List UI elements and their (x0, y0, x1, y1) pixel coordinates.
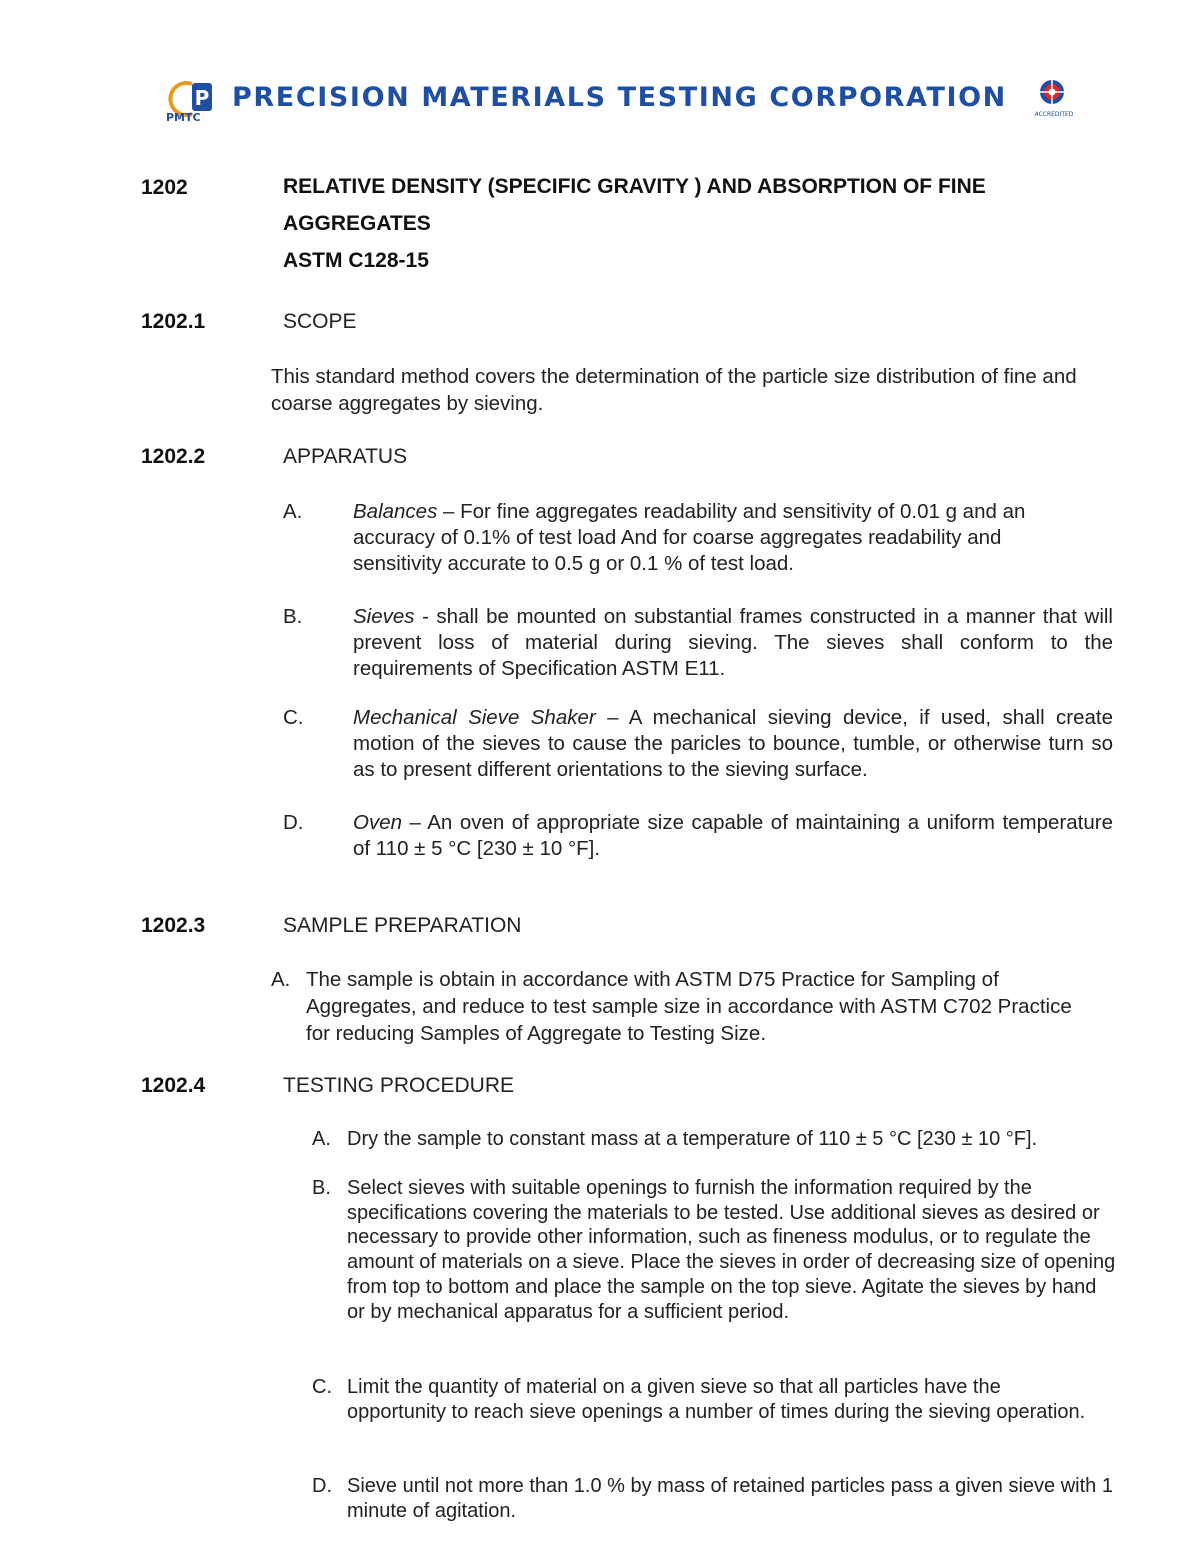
section-title-testing-procedure: TESTING PROCEDURE (283, 1074, 515, 1097)
apparatus-item-oven (353, 810, 1113, 862)
apparatus-item-letter: C. (283, 706, 304, 729)
section-number-scope: 1202.1 (141, 310, 206, 333)
company-name: PRECISION MATERIALS TESTING CORPORATION (232, 82, 1007, 113)
accreditation-seal-icon (1028, 78, 1082, 124)
item-term: Sieves (353, 605, 415, 628)
svg-text:P: P (194, 86, 210, 110)
apparatus-item-balances (353, 499, 1083, 577)
document-number: 1202 (141, 176, 188, 199)
seal-text: ACCREDITED (1034, 111, 1074, 118)
section-number-sample-preparation: 1202.3 (141, 914, 206, 937)
scope-paragraph: This standard method covers the determination of the particle size distribution of fine and coarse aggregates by sieving. (271, 365, 1077, 415)
title-line-1: RELATIVE DENSITY (SPECIFIC GRAVITY ) AND ABSORPTION OF FINE (283, 175, 986, 198)
pmtc-logo-icon (162, 80, 236, 122)
procedure-item-sieve-until: Sieve until not more than 1.0 % by mass of retained particles pass a given sieve with 1 minute of agitation. (347, 1475, 1113, 1522)
logo-text: PMTC (166, 111, 201, 122)
title-line-2: AGGREGATES (283, 212, 431, 235)
item-description: – An oven of appropriate size capable of maintaining a uniform temperature of 110 ± 5 °C [230 ± 10 °F]. (353, 811, 1113, 860)
section-title-sample-preparation: SAMPLE PREPARATION (283, 914, 522, 937)
section-number-testing-procedure: 1202.4 (141, 1074, 206, 1097)
apparatus-item-sieve-shaker (353, 705, 1113, 783)
section-title-apparatus: APPARATUS (283, 445, 408, 468)
item-term: Oven (353, 811, 402, 834)
section-title-scope: SCOPE (283, 310, 357, 333)
item-description: – A mechanical sieving device, if used, shall create motion of the sieves to cause the paricles to bounce, tumble, or otherwise turn so as to present different orientations to the sieving surface. (353, 706, 1113, 781)
document-title (283, 168, 1163, 279)
title-line-3: ASTM C128-15 (283, 249, 429, 272)
procedure-item-select-sieves: Select sieves with suitable openings to furnish the information required by the specifications covering the materials to be tested. Use additional sieves as desired or necessary to provide other information, such as fineness modulus, or to regulate the amount of materials on a sieve. Place the sieves in order of decreasing size of opening from top to bottom and place the sample on the top sieve. Agitate the sieves by hand or by mechanical apparatus for a sufficient period. (347, 1177, 1116, 1323)
sample-prep-item-letter: A. (271, 968, 291, 991)
procedure-item-dry-sample: Dry the sample to constant mass at a temperature of 110 ± 5 °C [230 ± 10 °F]. (347, 1128, 1038, 1150)
procedure-item-limit-quantity: Limit the quantity of material on a given sieve so that all particles have the opportunity to reach sieve openings a number of times during the sieving operation. (347, 1376, 1086, 1423)
procedure-item-letter: D. (312, 1475, 332, 1497)
item-description: – For fine aggregates readability and sensitivity of 0.01 g and an accuracy of 0.1% of test load And for coarse aggregates readability and sensitivity accurate to 0.5 g or 0.1 % of test load. (353, 500, 1026, 575)
procedure-item-letter: C. (312, 1376, 332, 1398)
section-number-apparatus: 1202.2 (141, 445, 206, 468)
item-description: - shall be mounted on substantial frames constructed in a manner that will prevent loss of material during sieving. The sieves shall conform to the requirements of Specification ASTM E11. (353, 605, 1113, 680)
apparatus-item-letter: B. (283, 605, 303, 628)
apparatus-item-sieves (353, 604, 1113, 682)
procedure-item-letter: A. (312, 1128, 331, 1150)
letterhead (160, 78, 1085, 128)
item-term: Mechanical Sieve Shaker (353, 706, 596, 729)
apparatus-item-letter: D. (283, 811, 304, 834)
sample-prep-item-text: The sample is obtain in accordance with ASTM D75 Practice for Sampling of Aggregates, and reduce to test sample size in accordance with ASTM C702 Practice for reducing Samples of Aggregate to Testing Size. (306, 968, 1072, 1045)
apparatus-item-letter: A. (283, 500, 303, 523)
item-term: Balances (353, 500, 438, 523)
procedure-item-letter: B. (312, 1177, 331, 1199)
